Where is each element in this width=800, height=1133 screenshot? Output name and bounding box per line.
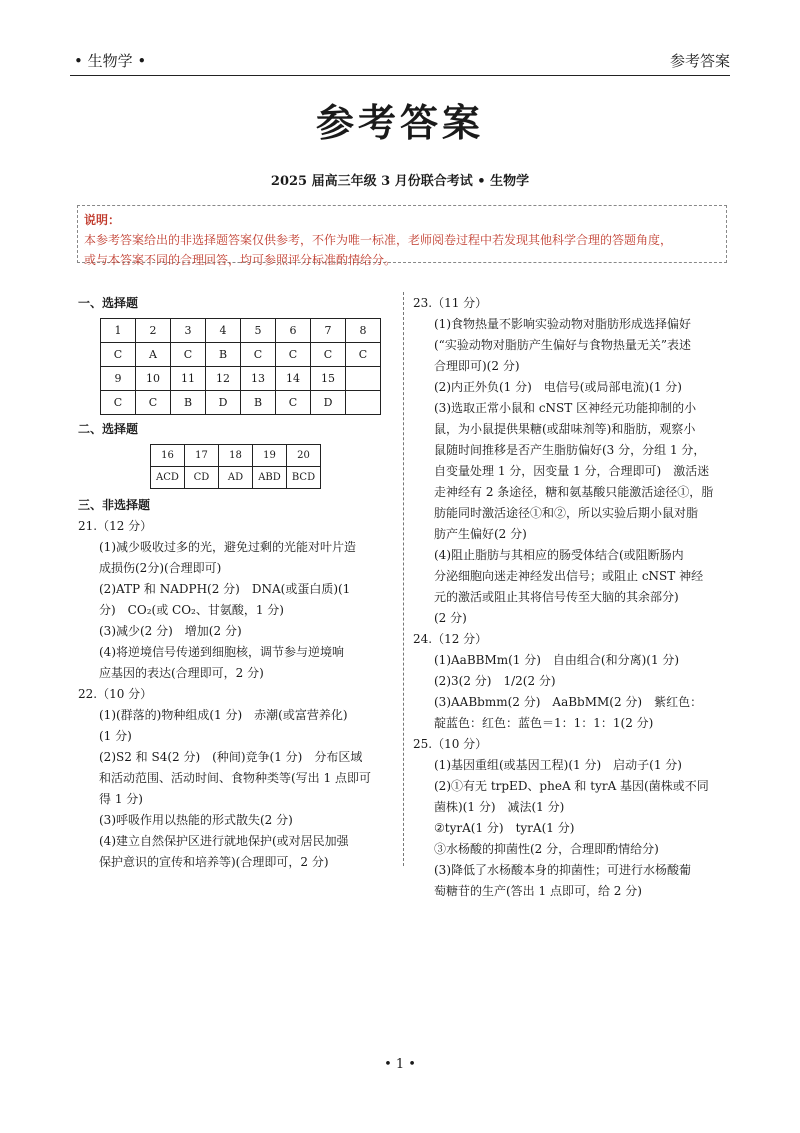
header-rule [70, 75, 730, 76]
table-cell: C [101, 343, 136, 367]
answer-line: (3)AABbmm(2 分) AaBbMM(2 分) 紫红色： [434, 695, 703, 709]
table-cell: D [311, 391, 346, 415]
answer-line: 应基因的表达(合理即可，2 分) [99, 666, 264, 680]
question-22 [78, 684, 398, 873]
table-cell: C [136, 391, 171, 415]
table-cell: 12 [206, 367, 241, 391]
table-cell: B [171, 391, 206, 415]
table-cell: C [311, 343, 346, 367]
answer-line: 鼠随时间推移是否产生脂肪偏好(3 分，分组 1 分， [434, 443, 706, 457]
table-cell: 8 [346, 319, 381, 343]
exam-subtitle: 2025 届高三年级 3 月份联合考试 • 生物学 [270, 174, 530, 189]
answer-line: (2)内正外负(1 分) 电信号(或局部电流)(1 分) [434, 380, 682, 394]
answer-line: (1)AaBBMm(1 分) 自由组合(和分离)(1 分) [434, 653, 680, 667]
table-cell: C [171, 343, 206, 367]
answer-line: (4)建立自然保护区进行就地保护(或对居民加强 [99, 834, 349, 848]
table-cell: 10 [136, 367, 171, 391]
question-25 [413, 734, 738, 902]
answer-line: 菌株)(1 分) 减法(1 分) [434, 800, 565, 814]
column-divider [403, 292, 404, 866]
table-cell: 16 [151, 445, 185, 467]
table-cell: 11 [171, 367, 206, 391]
answer-line: (1)(群落的)物种组成(1 分) 赤潮(或富营养化) [99, 708, 348, 722]
table-cell: C [241, 343, 276, 367]
table-cell: 18 [219, 445, 253, 467]
table-cell: C [276, 343, 311, 367]
answer-line: 合理即可)(2 分) [434, 359, 520, 373]
table-row [101, 367, 381, 391]
section-3-heading: 三、非选择题 [78, 498, 151, 512]
table-cell: B [206, 343, 241, 367]
left-column [78, 293, 398, 873]
question-24 [413, 629, 738, 734]
answer-line: (3)选取正常小鼠和 cNST 区神经元功能抑制的小 [434, 401, 697, 415]
table-cell: CD [185, 467, 219, 489]
table-cell: 15 [311, 367, 346, 391]
answer-line: ③水杨酸的抑菌性(2 分，合理即酌情给分) [434, 842, 659, 856]
table-cell: 2 [136, 319, 171, 343]
section-1-heading: 一、选择题 [78, 296, 139, 310]
answer-line: 和活动范围、活动时间、食物种类等(写出 1 点即可 [99, 771, 371, 785]
answer-line: (2)①有无 trpED、pheA 和 tyrA 基因(菌株或不同 [434, 779, 709, 793]
right-column [413, 293, 738, 902]
table-cell [346, 367, 381, 391]
header-doc-type: 参考答案 [669, 52, 730, 70]
answer-line: (4)将逆境信号传递到细胞核，调节参与逆境响 [99, 645, 344, 659]
answer-line: 肪产生偏好(2 分) [434, 527, 527, 541]
answer-line: (3)减少(2 分) 增加(2 分) [99, 624, 242, 638]
note-line-2: 或与本答案不同的合理回答，均可参照评分标准酌情给分。 [84, 253, 397, 267]
table-cell: 5 [241, 319, 276, 343]
answer-line: ②tyrA(1 分) tyrA(1 分) [434, 821, 575, 835]
table-cell: C [101, 391, 136, 415]
table-cell: 7 [311, 319, 346, 343]
table-cell: B [241, 391, 276, 415]
answer-line: (2)S2 和 S4(2 分) (种间)竞争(1 分) 分布区域 [99, 750, 363, 764]
answer-line: (2)ATP 和 NADPH(2 分) DNA(或蛋白质)(1 [99, 582, 351, 596]
question-23 [413, 293, 738, 629]
answer-line: 元的激活或阻止其将信号传至大脑的其余部分) [434, 590, 679, 604]
table-row [101, 319, 381, 343]
table-cell: C [276, 391, 311, 415]
table-cell: 1 [101, 319, 136, 343]
table-cell: ABD [253, 467, 287, 489]
table-row [101, 391, 381, 415]
question-head: 25.（10 分） [413, 737, 488, 751]
table-cell: 4 [206, 319, 241, 343]
header-subject: • 生物学 • [74, 52, 147, 70]
table-cell: AD [219, 467, 253, 489]
answer-line: 得 1 分) [99, 792, 143, 806]
table-cell: A [136, 343, 171, 367]
answer-line: 成损伤(2分)(合理即可) [99, 561, 222, 575]
table-row [151, 445, 321, 467]
table-cell: 14 [276, 367, 311, 391]
answer-line: (3)降低了水杨酸本身的抑菌性；可进行水杨酸葡 [434, 863, 691, 877]
table-cell: 20 [287, 445, 321, 467]
answer-line: 走神经有 2 条途径，糖和氨基酸只能激活途径①，脂 [434, 485, 714, 499]
table-row [101, 343, 381, 367]
choice-answer-table-2 [150, 444, 321, 489]
table-cell: C [346, 343, 381, 367]
answer-line: (4)阻止脂肪与其相应的肠受体结合(或阻断肠内 [434, 548, 684, 562]
section-2-heading: 二、选择题 [78, 422, 139, 436]
table-cell: 13 [241, 367, 276, 391]
question-head: 22.（10 分） [78, 687, 153, 701]
answer-line: (“实验动物对脂肪产生偏好与食物热量无关”表述 [434, 338, 691, 352]
answer-line: (1)食物热量不影响实验动物对脂肪形成选择偏好 [434, 317, 691, 331]
answer-line: 靛蓝色：红色：蓝色＝1：1：1：1(2 分) [434, 716, 654, 730]
answer-line: 分泌细胞向迷走神经发出信号；或阻止 cNST 神经 [434, 569, 704, 583]
table-cell: D [206, 391, 241, 415]
answer-line: 萄糖苷的生产(答出 1 点即可，给 2 分) [434, 884, 642, 898]
table-cell: 3 [171, 319, 206, 343]
table-cell [346, 391, 381, 415]
table-cell: ACD [151, 467, 185, 489]
note-title: 说明： [84, 213, 121, 227]
table-cell: BCD [287, 467, 321, 489]
page-number: • 1 • [384, 1057, 416, 1072]
answer-line: (2)3(2 分) 1/2(2 分) [434, 674, 556, 688]
answer-line: (1 分) [99, 729, 132, 743]
table-cell: 19 [253, 445, 287, 467]
answer-line: 肪能同时激活途径①和②，所以实验后期小鼠对脂 [434, 506, 699, 520]
question-head: 24.（12 分） [413, 632, 488, 646]
answer-line: (3)呼吸作用以热能的形式散失(2 分) [99, 813, 293, 827]
answer-line: 鼠，为小鼠提供果糖(或甜味剂等)和脂肪，观察小 [434, 422, 696, 436]
question-head: 23.（11 分） [413, 296, 488, 310]
table-cell: 17 [185, 445, 219, 467]
note-line-1: 本参考答案给出的非选择题答案仅供参考，不作为唯一标准，老师阅卷过程中若发现其他科学合理的答题角度， [84, 233, 673, 247]
answer-line: 分) CO₂(或 CO₂、甘氨酸，1 分) [99, 603, 284, 617]
table-cell: 9 [101, 367, 136, 391]
table-row [151, 467, 321, 489]
answer-line: (1)减少吸收过多的光，避免过剩的光能对叶片造 [99, 540, 356, 554]
choice-answer-table-1 [100, 318, 381, 415]
answer-line: (1)基因重组(或基因工程)(1 分) 启动子(1 分) [434, 758, 682, 772]
note-box [77, 205, 727, 267]
table-cell: 6 [276, 319, 311, 343]
answer-line: 自变量处理 1 分，因变量 1 分，合理即可) 激活迷 [434, 464, 710, 478]
question-21 [78, 516, 398, 684]
answer-line: (2 分) [434, 611, 467, 625]
answer-line: 保护意识的宣传和培养等)(合理即可，2 分) [99, 855, 329, 869]
question-head: 21.（12 分） [78, 519, 153, 533]
page-title: 参考答案 [315, 101, 484, 145]
